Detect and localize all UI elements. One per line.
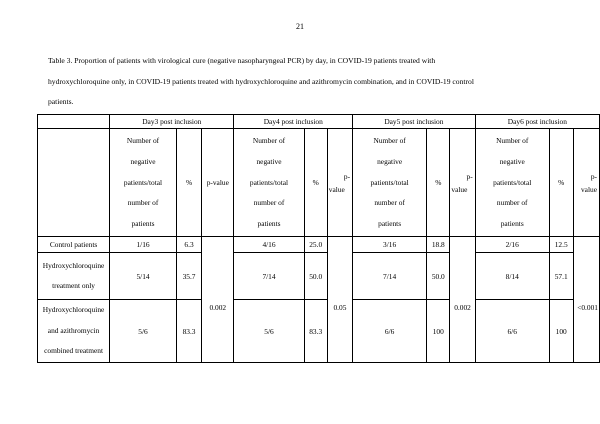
pvalue-header: p- value	[573, 129, 599, 237]
pvalue-cell: <0.001	[573, 237, 599, 363]
negative-count-cell: 2/16	[475, 237, 549, 253]
negative-count-cell: 6/6	[475, 300, 549, 363]
caption-line: hydroxychloroquine only, in COVID-19 patients treated with hydroxychloroquine and azithromycin combination, and in COVID-19 control	[48, 76, 474, 86]
percent-cell: 35.7	[176, 253, 201, 300]
percent-cell: 18.8	[427, 237, 450, 253]
day-header: Day5 post inclusion	[353, 115, 476, 129]
negative-count-cell: 1/16	[110, 237, 177, 253]
negative-count-cell: 4/16	[234, 237, 304, 253]
table-caption	[48, 51, 568, 113]
percent-header: %	[427, 129, 450, 237]
pvalue-cell: 0.002	[450, 237, 475, 363]
day-header-row	[38, 115, 600, 129]
negative-count-header: Number of negative patients/total number of patients	[353, 129, 427, 237]
table-row	[38, 237, 600, 253]
results-table	[37, 114, 600, 363]
day-header: Day3 post inclusion	[110, 115, 234, 129]
percent-cell: 6.3	[176, 237, 201, 253]
negative-count-cell: 6/6	[353, 300, 427, 363]
row-label: Hydroxychloroquine treatment only	[38, 253, 110, 300]
negative-count-cell: 8/14	[475, 253, 549, 300]
corner-cell	[38, 115, 110, 129]
percent-header: %	[176, 129, 201, 237]
percent-cell: 100	[427, 300, 450, 363]
negative-count-cell: 5/6	[110, 300, 177, 363]
percent-cell: 25.0	[304, 237, 327, 253]
percent-header: %	[304, 129, 327, 237]
day-header: Day4 post inclusion	[234, 115, 353, 129]
negative-count-header: Number of negative patients/total number of patients	[234, 129, 304, 237]
negative-count-cell: 5/14	[110, 253, 177, 300]
caption-line: patients.	[48, 97, 74, 106]
column-header-row	[38, 129, 600, 237]
row-label: Control patients	[38, 237, 110, 253]
percent-cell: 57.1	[549, 253, 573, 300]
row-label: Hydroxychloroquine and azithromycin combined treatment	[38, 300, 110, 363]
percent-cell: 83.3	[304, 300, 327, 363]
percent-cell: 12.5	[549, 237, 573, 253]
table-row	[38, 253, 600, 300]
day-header: Day6 post inclusion	[475, 115, 599, 129]
negative-count-header: Number of negative patients/total number of patients	[110, 129, 177, 237]
label-header-cell	[38, 129, 110, 237]
pvalue-cell: 0.05	[327, 237, 352, 363]
pvalue-header: p-value	[202, 129, 234, 237]
pvalue-cell: 0.002	[202, 237, 234, 363]
pvalue-header: p- value	[327, 129, 352, 237]
percent-cell: 50.0	[427, 253, 450, 300]
negative-count-cell: 3/16	[353, 237, 427, 253]
percent-cell: 100	[549, 300, 573, 363]
caption-line: Table 3. Proportion of patients with virological cure (negative nasopharyngeal PCR) by day, in COVID-19 patients treated with	[48, 56, 436, 65]
negative-count-header: Number of negative patients/total number of patients	[475, 129, 549, 237]
percent-cell: 83.3	[176, 300, 201, 363]
percent-header: %	[549, 129, 573, 237]
page-number: 21	[296, 22, 304, 31]
negative-count-cell: 7/14	[234, 253, 304, 300]
table-row	[38, 300, 600, 363]
negative-count-cell: 5/6	[234, 300, 304, 363]
pvalue-header: p- value	[450, 129, 475, 237]
percent-cell: 50.0	[304, 253, 327, 300]
negative-count-cell: 7/14	[353, 253, 427, 300]
